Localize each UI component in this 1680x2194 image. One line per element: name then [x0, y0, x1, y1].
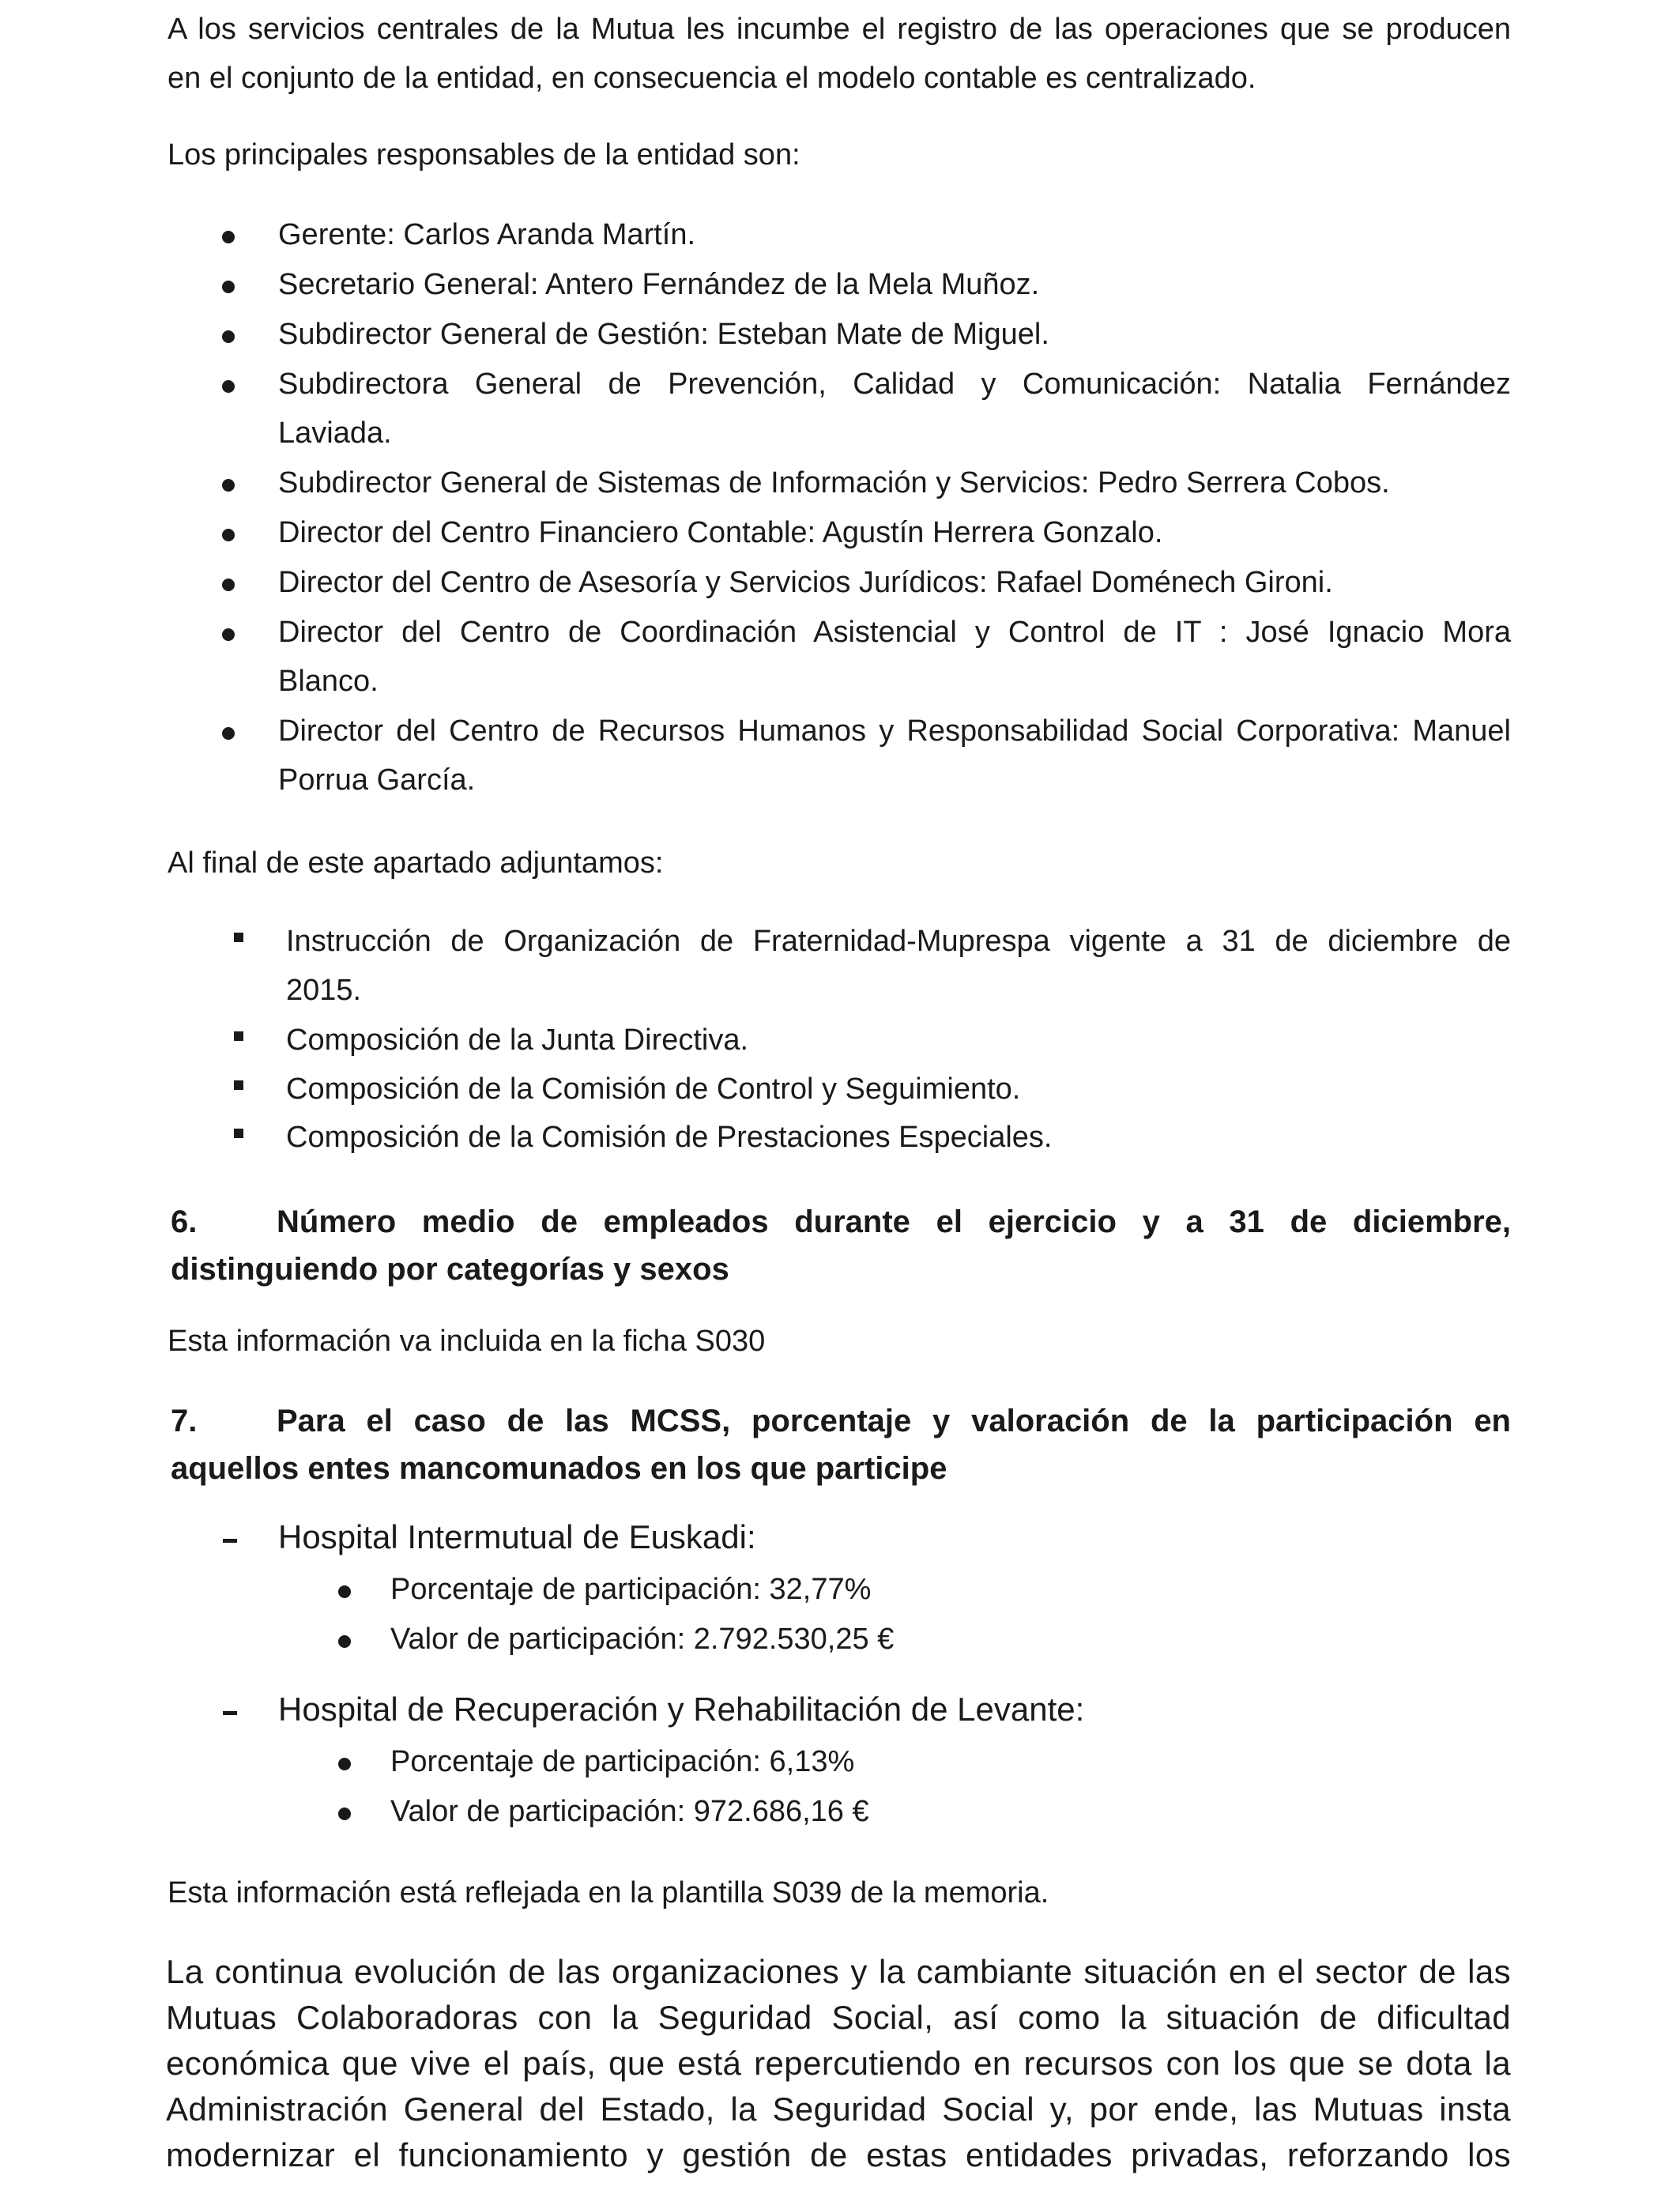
closing-line: Administración General del Estado, la Seguridad Social y, por ende, las Mutuas insta — [166, 2090, 1511, 2128]
intro-line-1: A los servicios centrales de la Mutua les incumbe el registro de las operaciones que se producen — [168, 13, 1511, 46]
section-6-heading — [171, 1198, 1511, 1293]
list-item — [278, 558, 1511, 607]
square-bullet-icon — [234, 1080, 243, 1090]
bullet-icon — [338, 1758, 351, 1770]
intro-paragraph — [168, 5, 1511, 103]
list-item-text: Blanco. — [278, 665, 379, 698]
list-item — [278, 360, 1511, 458]
closing-paragraph — [166, 1949, 1511, 2178]
list-item-text: Composición de la Comisión de Prestaciones Especiales. — [286, 1121, 1053, 1154]
section-6-title-line-1: Número medio de empleados durante el ejercicio y a 31 de diciembre, — [277, 1204, 1511, 1239]
list-item-text: Subdirectora General de Prevención, Calidad y Comunicación: Natalia Fernández — [278, 368, 1511, 401]
section-7-heading — [171, 1397, 1511, 1492]
list-item-text: 2015. — [286, 974, 362, 1007]
section-6-title-line-2: distinguiendo por categorías y sexos — [171, 1252, 729, 1287]
list-item — [278, 608, 1511, 706]
list-item — [286, 1016, 1511, 1065]
list-item-text: Secretario General: Antero Fernández de la Mela Muñoz. — [278, 268, 1040, 301]
responsables-title: Los principales responsables de la entidad son: — [168, 138, 800, 172]
bullet-icon — [222, 479, 235, 492]
list-item-text: Composición de la Comisión de Control y Seguimiento. — [286, 1072, 1021, 1106]
dash-bullet-icon — [223, 1539, 237, 1543]
list-item-text: Gerente: Carlos Aranda Martín. — [278, 218, 696, 251]
bullet-icon — [338, 1808, 351, 1820]
section-6-body: Esta información va incluida en la ficha S030 — [168, 1325, 766, 1358]
list-item-text: Director del Centro Financiero Contable: Agustín Herrera Gonzalo. — [278, 516, 1163, 549]
entity-item: Valor de participación: 2.792.530,25 € — [390, 1623, 895, 1656]
bullet-icon — [338, 1585, 351, 1598]
list-item-text: Subdirector General de Gestión: Esteban Mate de Miguel. — [278, 318, 1049, 351]
list-item-text: Laviada. — [278, 417, 392, 450]
entity-item: Porcentaje de participación: 32,77% — [390, 1573, 872, 1606]
entity-name: Hospital de Recuperación y Rehabilitación de Levante: — [278, 1691, 1085, 1728]
list-item-text: Director del Centro de Coordinación Asistencial y Control de IT : José Ignacio Mora — [278, 616, 1511, 649]
entity-name: Hospital Intermutual de Euskadi: — [278, 1518, 756, 1555]
bullet-icon — [222, 330, 235, 343]
closing-line: La continua evolución de las organizaciones y la cambiante situación en el sector de las — [166, 1953, 1511, 1990]
square-bullet-icon — [234, 1031, 243, 1041]
list-item-text: Subdirector General de Sistemas de Información y Servicios: Pedro Serrera Cobos. — [278, 466, 1390, 499]
entity-item: Valor de participación: 972.686,16 € — [390, 1795, 869, 1828]
section-6-number: 6. — [171, 1204, 198, 1239]
section-7-title-line-1: Para el caso de las MCSS, porcentaje y valoración de la participación en — [277, 1404, 1511, 1438]
section-7-body: Esta información está reflejada en la plantilla S039 de la memoria. — [168, 1876, 1049, 1909]
bullet-icon — [222, 231, 235, 243]
square-bullet-icon — [234, 1129, 243, 1138]
bullet-icon — [222, 628, 235, 641]
list-item — [278, 260, 1511, 309]
section-7-title-line-2: aquellos entes mancomunados en los que participe — [171, 1451, 947, 1486]
list-item — [278, 310, 1511, 359]
bullet-icon — [222, 529, 235, 541]
bullet-icon — [338, 1635, 351, 1648]
closing-line: modernizar el funcionamiento y gestión de estas entidades privadas, reforzando los — [166, 2136, 1511, 2173]
bullet-icon — [222, 380, 235, 393]
list-item — [278, 508, 1511, 557]
list-item — [278, 210, 1511, 259]
intro-line-2: en el conjunto de la entidad, en consecuencia el modelo contable es centralizado. — [168, 62, 1256, 95]
closing-line: Mutuas Colaboradoras con la Seguridad Social, así como la situación de dificultad — [166, 1999, 1511, 2036]
bullet-icon — [222, 281, 235, 293]
list-item — [286, 917, 1511, 1015]
closing-line: económica que vive el país, que está repercutiendo en recursos con los que se dota la — [166, 2045, 1511, 2082]
dash-bullet-icon — [223, 1711, 237, 1715]
list-item-text: Director del Centro de Recursos Humanos y Responsabilidad Social Corporativa: Manuel — [278, 714, 1511, 748]
list-item-text: Instrucción de Organización de Fraternidad-Muprespa vigente a 31 de diciembre de — [286, 925, 1511, 958]
bullet-icon — [222, 727, 235, 740]
list-item-text: Composición de la Junta Directiva. — [286, 1023, 749, 1057]
adjuntos-title: Al final de este apartado adjuntamos: — [168, 846, 664, 880]
list-item — [278, 707, 1511, 805]
entity-item: Porcentaje de participación: 6,13% — [390, 1745, 855, 1778]
list-item-text: Director del Centro de Asesoría y Servicios Jurídicos: Rafael Doménech Gironi. — [278, 566, 1333, 599]
list-item — [286, 1113, 1511, 1162]
list-item-text: Porrua García. — [278, 763, 476, 797]
square-bullet-icon — [234, 933, 243, 942]
list-item — [286, 1065, 1511, 1114]
bullet-icon — [222, 579, 235, 591]
list-item — [278, 458, 1511, 507]
section-7-number: 7. — [171, 1404, 198, 1438]
